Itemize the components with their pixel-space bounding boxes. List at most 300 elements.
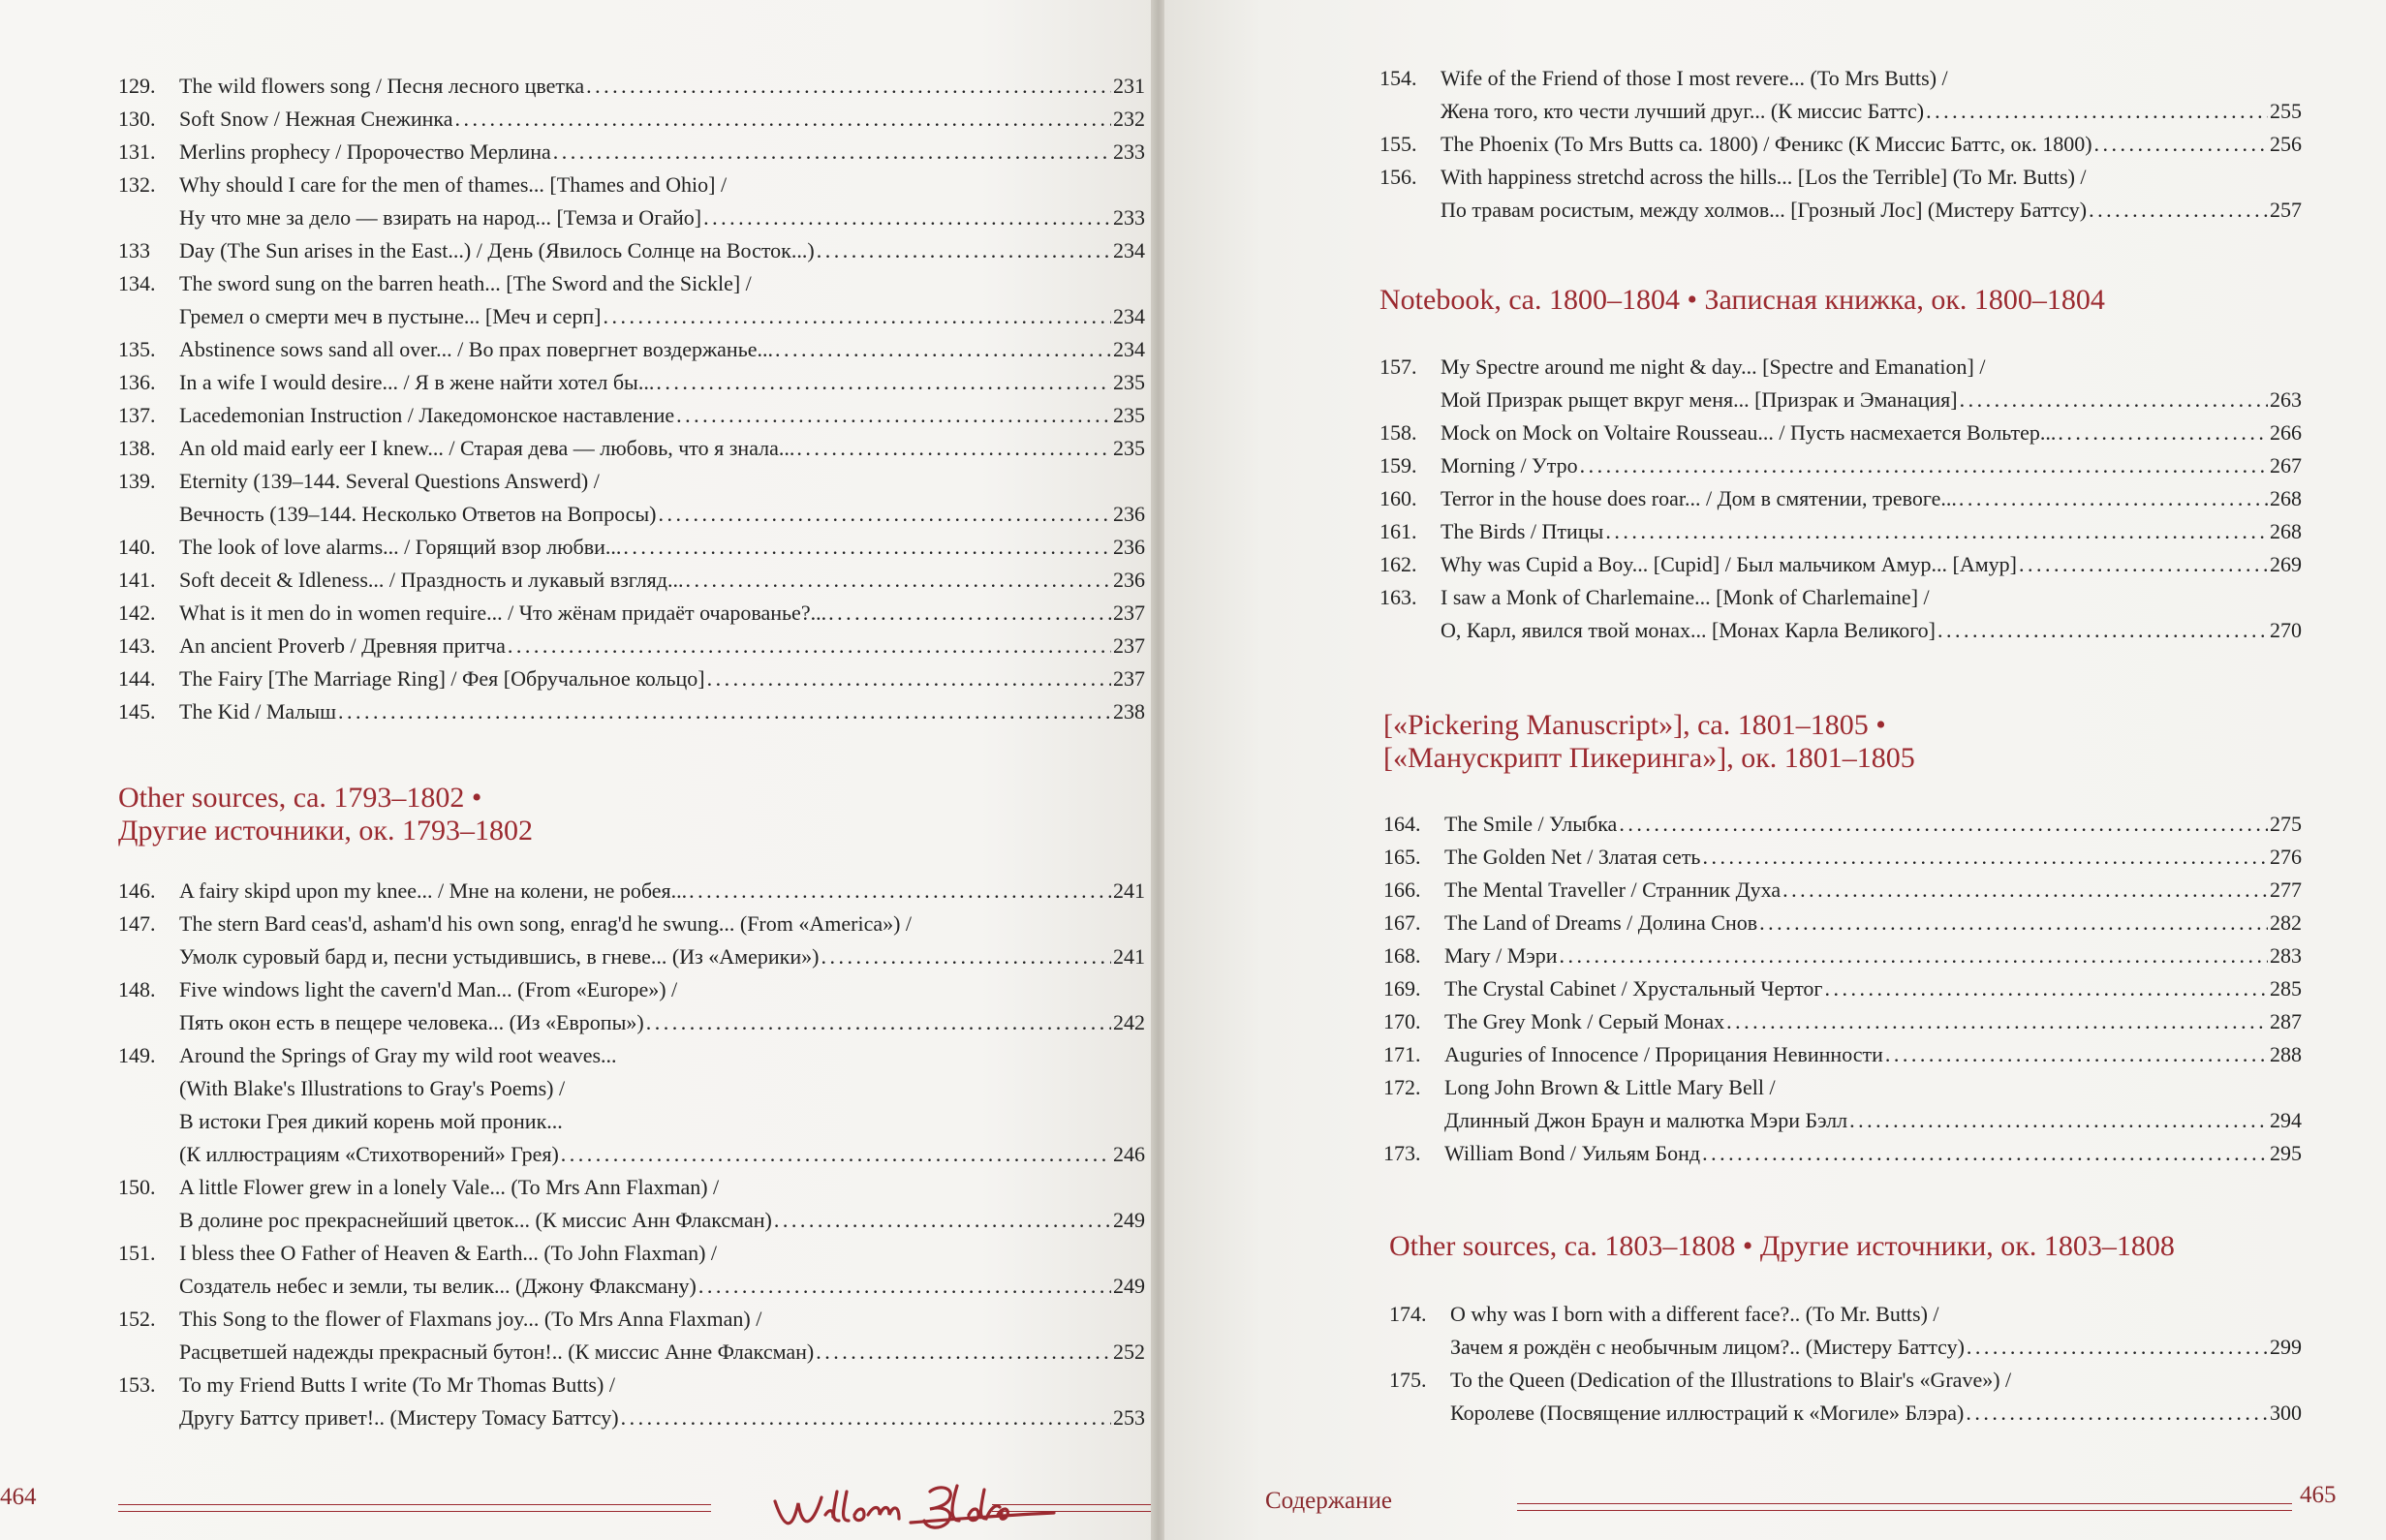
dot-leader [1959, 482, 2268, 515]
entry-line [179, 465, 1145, 498]
entry-line [179, 1303, 1145, 1336]
entry-number: 129. [118, 74, 156, 98]
entry-body [1444, 1038, 2302, 1071]
entry-line [179, 1237, 1145, 1270]
entry-line [1450, 1364, 2302, 1397]
entry-title: Длинный Джон Браун и малютка Мэри Бэлл [1444, 1108, 1848, 1132]
entry-line [179, 399, 1145, 432]
entry-title: Long John Brown & Little Mary Bell / [1444, 1075, 1776, 1099]
entry-page-number: 267 [2270, 453, 2302, 477]
entry-number: 130. [118, 107, 156, 131]
entry-line [179, 366, 1145, 399]
entry-page-number: 300 [2270, 1401, 2302, 1425]
entry-line [1450, 1298, 2302, 1331]
entry-number: 140. [118, 535, 156, 559]
entry-line [179, 940, 1145, 973]
entry-body [179, 1171, 1145, 1237]
entry-title: The Crystal Cabinet / Хрустальный Чертог [1444, 976, 1823, 1001]
entry-line [179, 234, 1145, 267]
dot-leader [817, 234, 1111, 267]
entry-line [179, 1006, 1145, 1039]
entry-title: To the Queen (Dedication of the Illustrations to Blair's «Grave») / [1450, 1368, 2012, 1392]
entry-line [179, 201, 1145, 234]
entry-title: The Mental Traveller / Странник Духа [1444, 878, 1782, 902]
entry-title: The stern Bard ceas'd, asham'd his own song, enrag'd he swung... (From «America») / [179, 911, 913, 936]
entry-page-number: 268 [2270, 486, 2302, 510]
entry-number: 166. [1383, 878, 1421, 902]
entry-line [1441, 581, 2302, 614]
entry-line [179, 1204, 1145, 1237]
entry-page-number: 232 [1113, 107, 1145, 131]
section-title-line: Other sources, ca. 1803–1808 • Другие источники, ок. 1803–1808 [1389, 1230, 2175, 1262]
toc-entry [118, 366, 1145, 399]
toc-entry [1383, 1071, 2302, 1137]
entry-number: 175. [1389, 1368, 1427, 1392]
dot-leader [1926, 95, 2268, 128]
entry-page-number: 288 [2270, 1042, 2302, 1066]
entry-body [1444, 1137, 2302, 1170]
entry-body [1444, 972, 2302, 1005]
entry-number: 132. [118, 172, 156, 197]
entry-page-number: 255 [2270, 99, 2302, 123]
entry-body [179, 1039, 1145, 1171]
entry-title: Morning / Утро [1441, 453, 1578, 477]
entry-line [1441, 384, 2302, 416]
entry-line [179, 531, 1145, 564]
entry-title: I saw a Monk of Charlemaine... [Monk of Charlemaine] / [1441, 585, 1930, 609]
dot-leader [1702, 841, 2268, 874]
toc-entry [1379, 449, 2302, 482]
dot-leader [774, 1204, 1111, 1237]
dot-leader [338, 695, 1111, 728]
toc-entry [118, 1237, 1145, 1303]
entry-page-number: 246 [1113, 1142, 1145, 1166]
dot-leader [621, 1401, 1111, 1434]
entry-title: В долине рос прекраснейший цветок... (К миссис Анн Флаксман) [179, 1208, 772, 1232]
entry-page-number: 233 [1113, 139, 1145, 164]
entry-line [179, 630, 1145, 662]
entry-body [1441, 548, 2302, 581]
section-title [118, 782, 533, 847]
entry-line [1444, 939, 2302, 972]
entry-page-number: 242 [1113, 1010, 1145, 1034]
entry-body [1444, 907, 2302, 939]
entry-line [1444, 1005, 2302, 1038]
entry-page-number: 257 [2270, 198, 2302, 222]
entry-page-number: 283 [2270, 943, 2302, 968]
running-footer-label: Содержание [1265, 1488, 1392, 1514]
entry-body [1444, 1005, 2302, 1038]
toc-block [118, 875, 1145, 1434]
entry-title: Why should I care for the men of thames... [Thames and Ohio] / [179, 172, 728, 197]
entry-title: Другу Баттсу привет!.. (Мистеру Томасу Баттсу) [179, 1405, 619, 1430]
dot-leader [816, 1336, 1111, 1369]
entry-number: 165. [1383, 845, 1421, 869]
entry-line [179, 1369, 1145, 1401]
entry-line [179, 908, 1145, 940]
toc-entry [118, 1369, 1145, 1434]
dot-leader [1580, 449, 2268, 482]
entry-title: William Bond / Уильям Бонд [1444, 1141, 1701, 1165]
toc-entry [118, 432, 1145, 465]
entry-page-number: 253 [1113, 1405, 1145, 1430]
entry-line [1444, 907, 2302, 939]
entry-title: This Song to the flower of Flaxmans joy... (To Mrs Anna Flaxman) / [179, 1307, 762, 1331]
entry-body [1441, 128, 2302, 161]
toc-block [118, 70, 1145, 728]
page-number: 464 [0, 1484, 37, 1510]
left-page [0, 0, 1153, 1540]
toc-block [1379, 62, 2302, 227]
dot-leader [2094, 128, 2268, 161]
toc-entry [118, 875, 1145, 908]
dot-leader [685, 564, 1111, 597]
entry-number: 147. [118, 911, 156, 936]
entry-number: 155. [1379, 132, 1417, 156]
entry-title: A fairy skipd upon my knee... / Мне на колени, не робея... [179, 878, 688, 903]
dot-leader [1759, 907, 2268, 939]
footer-rule [1517, 1503, 2292, 1511]
entry-line [179, 103, 1145, 136]
entry-page-number: 275 [2270, 812, 2302, 836]
toc-entry [118, 630, 1145, 662]
toc-entry [1383, 1005, 2302, 1038]
entry-title: The Golden Net / Златая сеть [1444, 845, 1701, 869]
entry-body [179, 531, 1145, 564]
entry-title: В истоки Грея дикий корень мой проник... [179, 1109, 563, 1133]
toc-entry [118, 597, 1145, 630]
entry-body [179, 267, 1145, 333]
dot-leader [656, 366, 1111, 399]
toc-entry [118, 662, 1145, 695]
entry-title: I bless thee O Father of Heaven & Earth... (To John Flaxman) / [179, 1241, 718, 1265]
entry-title: (With Blake's Illustrations to Gray's Poems) / [179, 1076, 566, 1100]
section-title [1383, 709, 1915, 775]
entry-body [179, 333, 1145, 366]
entry-line [1441, 128, 2302, 161]
entry-title: Ну что мне за дело — взирать на народ... [Темза и Огайо] [179, 205, 702, 230]
entry-body [179, 973, 1145, 1039]
dot-leader [2019, 548, 2268, 581]
entry-title: Abstinence sows sand all over... / Во прах повергнет воздержанье... [179, 337, 773, 361]
entry-line [179, 169, 1145, 201]
dot-leader [1782, 874, 2268, 907]
entry-number: 133 [118, 238, 150, 262]
entry-body [179, 169, 1145, 234]
entry-page-number: 294 [2270, 1108, 2302, 1132]
toc-entry [118, 973, 1145, 1039]
entry-line [179, 432, 1145, 465]
entry-title: Mary / Мэри [1444, 943, 1558, 968]
entry-number: 174. [1389, 1302, 1427, 1326]
dot-leader [676, 399, 1111, 432]
entry-title: With happiness stretchd across the hills... [Los the Terrible] (To Mr. Butts) / [1441, 165, 2087, 189]
toc-entry [1383, 907, 2302, 939]
entry-number: 151. [118, 1241, 156, 1265]
entry-body [179, 908, 1145, 973]
entry-page-number: 234 [1113, 304, 1145, 328]
entry-number: 149. [118, 1043, 156, 1067]
entry-title: In a wife I would desire... / Я в жене найти хотел бы... [179, 370, 655, 394]
entry-number: 161. [1379, 519, 1417, 543]
entry-body [1444, 808, 2302, 841]
entry-page-number: 249 [1113, 1274, 1145, 1298]
toc-entry [1383, 1038, 2302, 1071]
dot-leader [1967, 1331, 2268, 1364]
entry-number: 156. [1379, 165, 1417, 189]
entry-line [1441, 95, 2302, 128]
entry-line [179, 1072, 1145, 1105]
entry-page-number: 234 [1113, 238, 1145, 262]
entry-body [1441, 62, 2302, 128]
entry-body [1450, 1298, 2302, 1364]
entry-line [179, 875, 1145, 908]
section-title-line: [«Манускрипт Пикеринга»], ок. 1801–1805 [1383, 742, 1915, 774]
toc-entry [1379, 416, 2302, 449]
toc-entry [118, 136, 1145, 169]
entry-page-number: 241 [1113, 944, 1145, 969]
entry-title: An old maid early eer I knew... / Старая дева — любовь, что я знала... [179, 436, 795, 460]
entry-number: 170. [1383, 1009, 1421, 1033]
entry-title: Вечность (139–144. Несколько Ответов на Вопросы) [179, 502, 657, 526]
toc-entry [118, 908, 1145, 973]
entry-title: Lacedemonian Instruction / Лакедомонское наставление [179, 403, 675, 427]
entry-number: 173. [1383, 1141, 1421, 1165]
entry-title: Расцветшей надежды прекрасный бутон!.. (К миссис Анне Флаксман) [179, 1340, 815, 1364]
dot-leader [659, 498, 1112, 531]
dot-leader [553, 136, 1111, 169]
section-title-line: Notebook, ca. 1800–1804 • Записная книжка, ок. 1800–1804 [1379, 284, 2105, 316]
toc-entry [1379, 128, 2302, 161]
toc-block [1379, 351, 2302, 647]
entry-title: The sword sung on the barren heath... [The Sword and the Sickle] / [179, 271, 752, 295]
entry-line [179, 1270, 1145, 1303]
entry-page-number: 234 [1113, 337, 1145, 361]
entry-body [179, 136, 1145, 169]
entry-body [179, 70, 1145, 103]
entry-page-number: 285 [2270, 976, 2302, 1001]
toc-entry [1379, 161, 2302, 227]
entry-title: A little Flower grew in a lonely Vale... (To Mrs Ann Flaxman) / [179, 1175, 720, 1199]
entry-body [1441, 351, 2302, 416]
entry-number: 146. [118, 878, 156, 903]
entry-title: The Phoenix (To Mrs Butts ca. 1800) / Феникс (К Миссис Баттс, ок. 1800) [1441, 132, 2092, 156]
entry-title: Wife of the Friend of those I most revere... (To Mrs Butts) / [1441, 66, 1948, 90]
entry-number: 159. [1379, 453, 1417, 477]
dot-leader [1605, 515, 2268, 548]
entry-body [179, 366, 1145, 399]
toc-entry [118, 267, 1145, 333]
dot-leader [508, 630, 1111, 662]
entry-page-number: 235 [1113, 370, 1145, 394]
toc-entry [118, 695, 1145, 728]
entry-title: Terror in the house does roar... / Дом в смятении, тревоге... [1441, 486, 1957, 510]
dot-leader [698, 1270, 1111, 1303]
dot-leader [2058, 416, 2268, 449]
entry-body [179, 103, 1145, 136]
entry-page-number: 263 [2270, 387, 2302, 412]
entry-body [179, 695, 1145, 728]
entry-line [179, 597, 1145, 630]
dot-leader [821, 940, 1111, 973]
entry-title: Soft deceit & Idleness... / Праздность и лукавый взгляд... [179, 568, 684, 592]
dot-leader [2089, 194, 2268, 227]
signature-logo [765, 1472, 1056, 1540]
entry-page-number: 269 [2270, 552, 2302, 576]
entry-number: 154. [1379, 66, 1417, 90]
entry-line [179, 267, 1145, 300]
dot-leader [1885, 1038, 2268, 1071]
toc-entry [118, 70, 1145, 103]
entry-title: Пять окон есть в пещере человека... (Из «Европы») [179, 1010, 644, 1034]
entry-page-number: 235 [1113, 436, 1145, 460]
entry-number: 131. [118, 139, 156, 164]
entry-number: 143. [118, 633, 156, 658]
toc-block [1389, 1298, 2302, 1430]
dot-leader [1849, 1104, 2268, 1137]
dot-leader [603, 300, 1111, 333]
entry-line [179, 564, 1145, 597]
entry-line [1444, 808, 2302, 841]
entry-number: 160. [1379, 486, 1417, 510]
section-title-line: Other sources, ca. 1793–1802 • [118, 782, 482, 814]
entry-line [1441, 351, 2302, 384]
entry-body [179, 662, 1145, 695]
entry-line [1444, 841, 2302, 874]
entry-title: What is it men do in women require... / Что жёнам придаёт очарованье?... [179, 601, 827, 625]
entry-number: 167. [1383, 910, 1421, 935]
entry-title: O why was I born with a different face?.. (To Mr. Butts) / [1450, 1302, 1939, 1326]
entry-number: 153. [118, 1372, 156, 1397]
dot-leader [1966, 1397, 2268, 1430]
entry-title: Королеве (Посвящение иллюстраций к «Могиле» Блэра) [1450, 1401, 1965, 1425]
entry-number: 144. [118, 666, 156, 691]
entry-line [179, 70, 1145, 103]
section-title [1379, 284, 2105, 317]
entry-number: 141. [118, 568, 156, 592]
entry-page-number: 238 [1113, 699, 1145, 724]
toc-entry [1383, 972, 2302, 1005]
entry-page-number: 231 [1113, 74, 1145, 98]
entry-number: 142. [118, 601, 156, 625]
entry-title: An ancient Proverb / Древняя притча [179, 633, 506, 658]
dot-leader [1702, 1137, 2268, 1170]
entry-number: 145. [118, 699, 156, 724]
entry-title: По травам росистым, между холмов... [Грозный Лос] (Мистеру Баттсу) [1441, 198, 2088, 222]
toc-entry [1383, 939, 2302, 972]
dot-leader [689, 875, 1111, 908]
entry-body [179, 597, 1145, 630]
entry-line [1441, 62, 2302, 95]
entry-number: 134. [118, 271, 156, 295]
entry-line [179, 662, 1145, 695]
entry-title: Eternity (139–144. Several Questions Answerd) / [179, 469, 600, 493]
entry-number: 139. [118, 469, 156, 493]
dot-leader [828, 597, 1111, 630]
dot-leader [703, 201, 1111, 234]
entry-number: 150. [118, 1175, 156, 1199]
entry-number: 158. [1379, 420, 1417, 445]
entry-title: Умолк суровый бард и, песни устыдившись, в гневе... (Из «Америки») [179, 944, 820, 969]
entry-body [179, 234, 1145, 267]
section-title-line: [«Pickering Manuscript»], ca. 1801–1805 • [1383, 709, 1886, 741]
entry-page-number: 268 [2270, 519, 2302, 543]
toc-entry [1379, 548, 2302, 581]
toc-entry [1383, 808, 2302, 841]
entry-number: 157. [1379, 354, 1417, 379]
entry-title: Мой Призрак рыщет вкруг меня... [Призрак и Эманация] [1441, 387, 1958, 412]
toc-entry [1379, 482, 2302, 515]
entry-number: 148. [118, 977, 156, 1001]
entry-body [179, 399, 1145, 432]
entry-body [1441, 416, 2302, 449]
entry-number: 136. [118, 370, 156, 394]
entry-title: The Grey Monk / Серый Монах [1444, 1009, 1725, 1033]
entry-title: Создатель небес и земли, ты велик... (Джону Флаксману) [179, 1274, 697, 1298]
entry-line [179, 1039, 1145, 1072]
toc-entry [118, 465, 1145, 531]
toc-entry [118, 234, 1145, 267]
entry-page-number: 235 [1113, 403, 1145, 427]
dot-leader [561, 1138, 1111, 1171]
entry-line [179, 333, 1145, 366]
toc-entry [1383, 841, 2302, 874]
entry-title: О, Карл, явился твой монах... [Монах Карла Великого] [1441, 618, 1936, 642]
entry-page-number: 237 [1113, 601, 1145, 625]
dot-leader [586, 70, 1111, 103]
entry-title: Mock on Mock on Voltaire Rousseau... / Пусть насмехается Вольтер... [1441, 420, 2057, 445]
dot-leader [1726, 1005, 2268, 1038]
entry-body [179, 1303, 1145, 1369]
entry-line [179, 1171, 1145, 1204]
entry-body [1441, 161, 2302, 227]
entry-line [179, 498, 1145, 531]
entry-page-number: 270 [2270, 618, 2302, 642]
entry-title: Гремел о смерти меч в пустыне... [Меч и серп] [179, 304, 602, 328]
entry-page-number: 233 [1113, 205, 1145, 230]
entry-page-number: 287 [2270, 1009, 2302, 1033]
entry-line [179, 136, 1145, 169]
entry-page-number: 282 [2270, 910, 2302, 935]
entry-line [179, 1336, 1145, 1369]
entry-line [1444, 1137, 2302, 1170]
entry-number: 162. [1379, 552, 1417, 576]
entry-page-number: 266 [2270, 420, 2302, 445]
entry-number: 163. [1379, 585, 1417, 609]
toc-entry [118, 564, 1145, 597]
toc-entry [1379, 351, 2302, 416]
toc-entry [118, 1039, 1145, 1171]
entry-body [1441, 482, 2302, 515]
entry-title: Why was Cupid a Boy... [Cupid] / Был мальчиком Амур... [Амур] [1441, 552, 2017, 576]
entry-body [179, 630, 1145, 662]
entry-title: To my Friend Butts I write (To Mr Thomas Butts) / [179, 1372, 615, 1397]
toc-entry [1383, 1137, 2302, 1170]
entry-line [1441, 515, 2302, 548]
entry-body [1441, 515, 2302, 548]
toc-entry [1383, 874, 2302, 907]
dot-leader [1937, 614, 2268, 647]
entry-line [1441, 548, 2302, 581]
entry-title: Зачем я рождён с необычным лицом?.. (Мистеру Баттсу) [1450, 1335, 1965, 1359]
entry-line [179, 973, 1145, 1006]
entry-page-number: 277 [2270, 878, 2302, 902]
entry-page-number: 236 [1113, 535, 1145, 559]
toc-block [1383, 808, 2302, 1170]
dot-leader [1619, 808, 2268, 841]
entry-body [179, 432, 1145, 465]
entry-line [1441, 194, 2302, 227]
